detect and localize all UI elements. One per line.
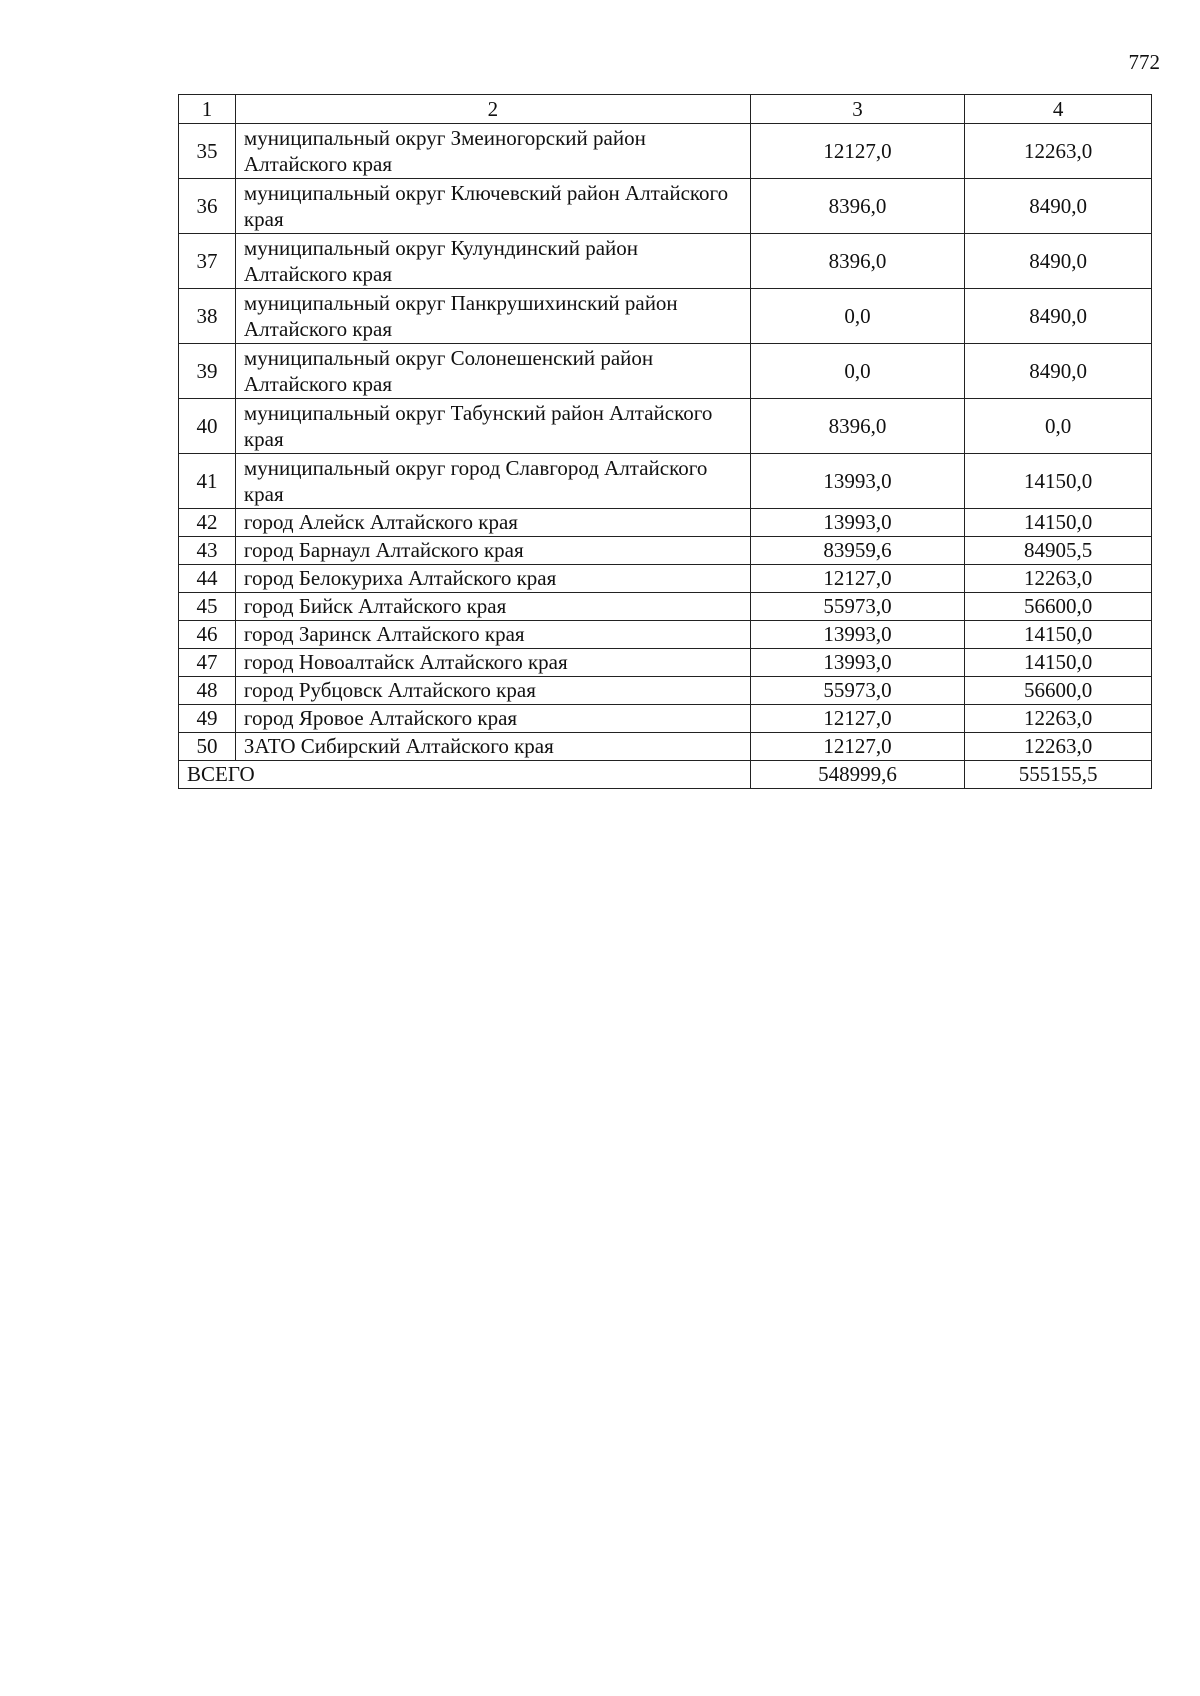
municipality-name: муниципальный округ город Славгород Алтайского края bbox=[235, 454, 750, 509]
municipality-name: муниципальный округ Змеиногорский район Алтайского края bbox=[235, 124, 750, 179]
table-row bbox=[179, 454, 1152, 509]
value-col-4: 8490,0 bbox=[965, 234, 1152, 289]
value-col-4: 12263,0 bbox=[965, 124, 1152, 179]
row-number: 39 bbox=[179, 344, 236, 399]
table-row bbox=[179, 649, 1152, 677]
total-col-3: 548999,6 bbox=[750, 761, 965, 789]
value-col-4: 8490,0 bbox=[965, 344, 1152, 399]
header-col-4: 4 bbox=[965, 95, 1152, 124]
value-col-3: 0,0 bbox=[750, 289, 965, 344]
municipality-name: муниципальный округ Ключевский район Алтайского края bbox=[235, 179, 750, 234]
total-label: ВСЕГО bbox=[179, 761, 751, 789]
table-row bbox=[179, 621, 1152, 649]
municipality-name: город Заринск Алтайского края bbox=[235, 621, 750, 649]
value-col-3: 8396,0 bbox=[750, 234, 965, 289]
value-col-3: 8396,0 bbox=[750, 179, 965, 234]
value-col-3: 13993,0 bbox=[750, 621, 965, 649]
row-number: 44 bbox=[179, 565, 236, 593]
row-number: 38 bbox=[179, 289, 236, 344]
header-col-3: 3 bbox=[750, 95, 965, 124]
value-col-4: 14150,0 bbox=[965, 649, 1152, 677]
municipality-name: ЗАТО Сибирский Алтайского края bbox=[235, 733, 750, 761]
value-col-4: 56600,0 bbox=[965, 677, 1152, 705]
value-col-4: 56600,0 bbox=[965, 593, 1152, 621]
municipality-name: муниципальный округ Кулундинский район Алтайского края bbox=[235, 234, 750, 289]
municipality-name: муниципальный округ Солонешенский район Алтайского края bbox=[235, 344, 750, 399]
table-header-row bbox=[179, 95, 1152, 124]
table-row bbox=[179, 705, 1152, 733]
value-col-4: 84905,5 bbox=[965, 537, 1152, 565]
value-col-3: 13993,0 bbox=[750, 509, 965, 537]
value-col-3: 13993,0 bbox=[750, 454, 965, 509]
row-number: 35 bbox=[179, 124, 236, 179]
table-row bbox=[179, 733, 1152, 761]
table-row bbox=[179, 537, 1152, 565]
table-row bbox=[179, 399, 1152, 454]
row-number: 43 bbox=[179, 537, 236, 565]
value-col-3: 13993,0 bbox=[750, 649, 965, 677]
value-col-3: 12127,0 bbox=[750, 124, 965, 179]
row-number: 47 bbox=[179, 649, 236, 677]
total-col-4: 555155,5 bbox=[965, 761, 1152, 789]
municipality-name: город Новоалтайск Алтайского края bbox=[235, 649, 750, 677]
municipality-name: город Яровое Алтайского края bbox=[235, 705, 750, 733]
table-row bbox=[179, 234, 1152, 289]
value-col-4: 8490,0 bbox=[965, 289, 1152, 344]
municipality-name: муниципальный округ Панкрушихинский район Алтайского края bbox=[235, 289, 750, 344]
table-row bbox=[179, 124, 1152, 179]
table-row bbox=[179, 677, 1152, 705]
municipality-name: город Алейск Алтайского края bbox=[235, 509, 750, 537]
value-col-3: 8396,0 bbox=[750, 399, 965, 454]
municipality-name: город Белокуриха Алтайского края bbox=[235, 565, 750, 593]
table-row bbox=[179, 593, 1152, 621]
value-col-4: 12263,0 bbox=[965, 565, 1152, 593]
row-number: 36 bbox=[179, 179, 236, 234]
row-number: 37 bbox=[179, 234, 236, 289]
table-row bbox=[179, 509, 1152, 537]
value-col-3: 55973,0 bbox=[750, 593, 965, 621]
total-row bbox=[179, 761, 1152, 789]
table-body bbox=[179, 124, 1152, 789]
value-col-4: 12263,0 bbox=[965, 733, 1152, 761]
table-row bbox=[179, 179, 1152, 234]
table-row bbox=[179, 565, 1152, 593]
value-col-3: 55973,0 bbox=[750, 677, 965, 705]
table-row bbox=[179, 344, 1152, 399]
value-col-4: 14150,0 bbox=[965, 454, 1152, 509]
row-number: 41 bbox=[179, 454, 236, 509]
row-number: 40 bbox=[179, 399, 236, 454]
municipality-name: город Бийск Алтайского края bbox=[235, 593, 750, 621]
value-col-3: 12127,0 bbox=[750, 733, 965, 761]
value-col-4: 14150,0 bbox=[965, 509, 1152, 537]
header-col-2: 2 bbox=[235, 95, 750, 124]
value-col-4: 0,0 bbox=[965, 399, 1152, 454]
municipality-name: муниципальный округ Табунский район Алтайского края bbox=[235, 399, 750, 454]
value-col-3: 12127,0 bbox=[750, 705, 965, 733]
page-number: 772 bbox=[1128, 50, 1160, 74]
row-number: 50 bbox=[179, 733, 236, 761]
header-col-1: 1 bbox=[179, 95, 236, 124]
municipality-name: город Рубцовск Алтайского края bbox=[235, 677, 750, 705]
row-number: 45 bbox=[179, 593, 236, 621]
value-col-3: 12127,0 bbox=[750, 565, 965, 593]
row-number: 48 bbox=[179, 677, 236, 705]
table-row bbox=[179, 289, 1152, 344]
row-number: 46 bbox=[179, 621, 236, 649]
row-number: 49 bbox=[179, 705, 236, 733]
value-col-4: 8490,0 bbox=[965, 179, 1152, 234]
allocation-table bbox=[178, 94, 1152, 789]
row-number: 42 bbox=[179, 509, 236, 537]
value-col-3: 0,0 bbox=[750, 344, 965, 399]
value-col-4: 12263,0 bbox=[965, 705, 1152, 733]
municipality-name: город Барнаул Алтайского края bbox=[235, 537, 750, 565]
value-col-3: 83959,6 bbox=[750, 537, 965, 565]
value-col-4: 14150,0 bbox=[965, 621, 1152, 649]
